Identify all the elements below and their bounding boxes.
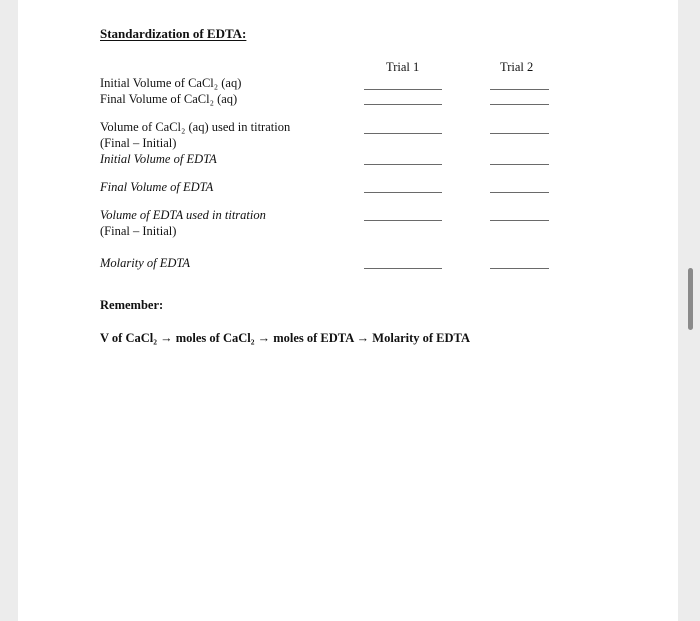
blank-line-final-cacl2-trial-1[interactable] [364,104,442,105]
remember-heading: Remember: [100,298,164,312]
row-label-volume-edta-used: Volume of EDTA used in titration [100,208,266,222]
row-label-final-volume-cacl2: Final Volume of CaCl₂ (aq) [100,92,238,106]
row-label-initial-volume-edta: Initial Volume of EDTA [100,152,217,166]
vertical-scrollbar[interactable] [688,268,693,330]
remember-formula: V of CaCl₂ → moles of CaCl₂ → moles of EDTA → Molarity of EDTA [100,331,470,345]
blank-line-used-cacl2-trial-1[interactable] [364,133,442,134]
row-label-final-minus-initial: (Final – Initial) [100,136,177,150]
blank-line-used-edta-trial-1[interactable] [364,220,442,221]
blank-line-final-cacl2-trial-2[interactable] [490,104,549,105]
column-header-trial-2: Trial 2 [500,60,534,74]
column-header-trial-1: Trial 1 [386,60,420,74]
blank-line-used-edta-trial-2[interactable] [490,220,549,221]
row-label-initial-volume-cacl2: Initial Volume of CaCl₂ (aq) [100,76,242,90]
blank-line-molarity-trial-1[interactable] [364,268,442,269]
blank-line-final-edta-trial-2[interactable] [490,192,549,193]
blank-line-final-edta-trial-1[interactable] [364,192,442,193]
row-label-volume-cacl2-used: Volume of CaCl₂ (aq) used in titration [100,120,291,134]
row-label-molarity-edta: Molarity of EDTA [100,256,191,270]
row-label-final-volume-edta: Final Volume of EDTA [100,180,214,194]
document-page [18,0,678,621]
blank-line-used-cacl2-trial-2[interactable] [490,133,549,134]
blank-line-molarity-trial-2[interactable] [490,268,549,269]
blank-line-initial-cacl2-trial-1[interactable] [364,89,442,90]
blank-line-initial-edta-trial-1[interactable] [364,164,442,165]
page-title: Standardization of EDTA: [100,26,247,41]
blank-line-initial-cacl2-trial-2[interactable] [490,89,549,90]
blank-line-initial-edta-trial-2[interactable] [490,164,549,165]
row-label-final-minus-initial-2: (Final – Initial) [100,224,177,238]
